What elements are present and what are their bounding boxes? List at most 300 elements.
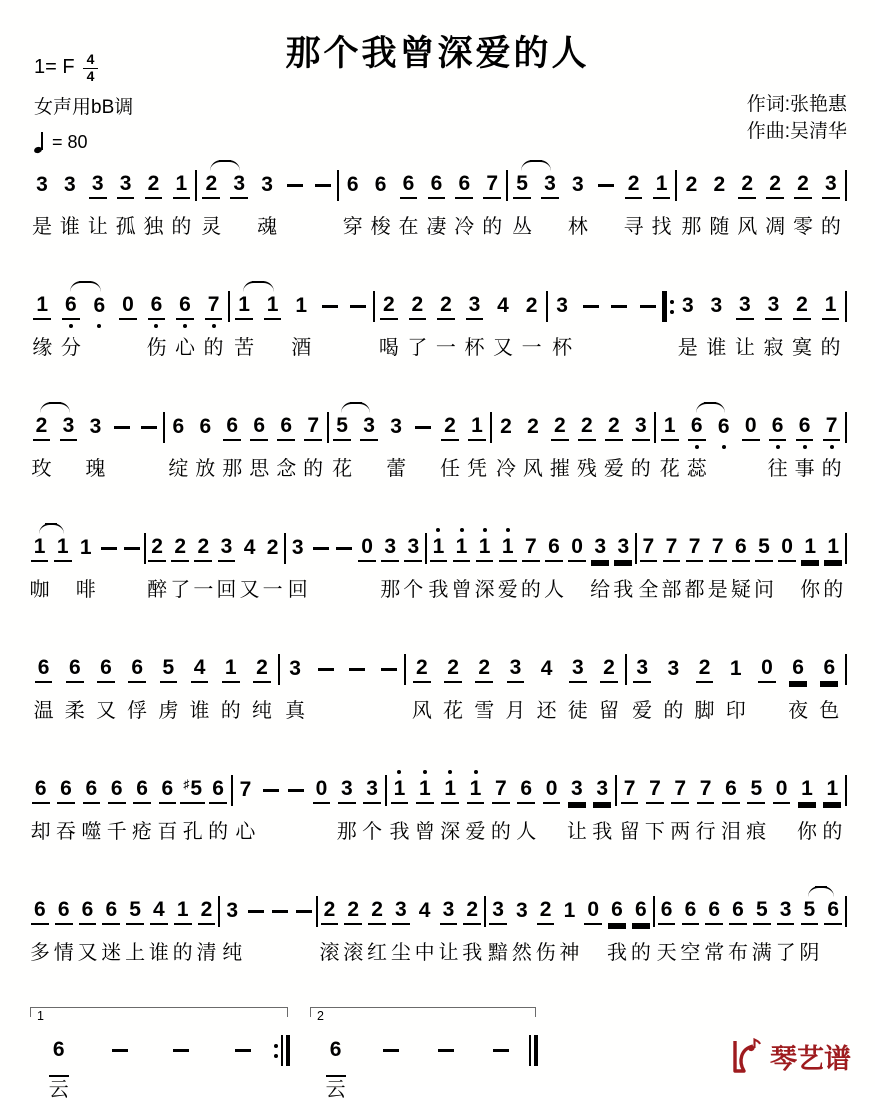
note-number: 1 [499,535,517,562]
lyric: 林 [567,216,588,238]
note-cell [789,160,817,240]
lyric: 我 [428,579,449,601]
note-number: 5 [753,898,771,925]
note-cell [683,523,706,603]
note-number: 5 [126,898,144,925]
note-number: 4 [243,535,256,559]
note-cell [146,523,169,603]
lyric: 百 [157,821,178,843]
note-cell [759,281,788,361]
duration-dash [493,1049,509,1052]
note-cell [387,765,412,845]
note-cell [668,765,693,845]
octave-dot-below [183,324,187,328]
note-number: 6 [400,172,418,199]
note-number: 3 [765,293,783,320]
note-number: 1 [295,293,308,317]
lyric: 然 [511,942,532,964]
note-number: 2 [444,656,462,683]
note-cell [478,160,506,240]
note-number: 6 [159,777,177,804]
lyric: 我 [592,821,613,843]
note-cell [28,1025,89,1105]
note-cell [363,1025,418,1105]
octave-dot-below [212,324,216,328]
note-cell [492,402,519,482]
note-number: 0 [543,777,561,804]
lyric: 丛 [512,216,533,238]
octave-dot-below [803,445,807,449]
note-number: 5 [513,172,531,199]
note-cell [427,523,450,603]
note-cell [261,523,284,603]
score-line [308,1025,538,1105]
note-number: 3 [710,293,723,317]
note-cell [581,886,605,966]
note-cell [769,765,794,845]
barline-single [845,896,847,927]
note-cell [627,402,654,482]
lyric: 月 [505,700,526,722]
barline-single [845,412,847,443]
lyric: 思 [249,458,270,480]
note-number: 6 [374,172,387,196]
note-cell [233,765,258,845]
note-cell [422,160,450,240]
note-number: 6 [820,656,838,683]
note-cell [776,523,799,603]
octave-dot-above [423,770,427,774]
lyric: 俘 [127,700,148,722]
note-cell [109,402,136,482]
slur-arc [815,886,834,897]
note-number: 7 [646,777,664,804]
note-number: 6 [79,898,97,925]
score-line [28,160,847,240]
note-cell [28,523,51,603]
slur-arc [252,281,273,292]
note-cell [693,765,718,845]
note-number: 7 [205,293,223,320]
note-number: 6 [705,898,723,925]
note-cell [576,281,605,361]
note-cell [153,644,184,724]
note-cell [197,160,225,240]
note-number: 1 [222,656,240,683]
note-cell [273,402,300,482]
lyric: 残 [576,458,597,480]
note-cell [192,402,219,482]
note-number: ♯5 [180,777,205,804]
lyric: 一 [521,337,542,359]
note-cell [744,765,769,845]
note-cell [660,523,683,603]
lyric: 却 [30,821,51,843]
lyric: 多 [29,942,50,964]
note-cell [406,644,437,724]
note-cell [344,281,373,361]
duration-dash [318,668,334,671]
lyric: 啡 [75,579,96,601]
note-number: 2 [605,414,623,441]
note-number: 2 [625,172,643,199]
lyric: 我 [389,821,410,843]
duration-dash [313,547,329,550]
lyric: 灵 [201,216,222,238]
note-number: 3 [289,656,301,680]
note-number: 2 [475,656,493,683]
note-cell [816,281,845,361]
note-cell [437,644,468,724]
note-cell [383,402,410,482]
note-cell [97,523,120,603]
note-cell [147,886,171,966]
score-line [28,886,847,966]
note-cell [437,402,464,482]
note-number: 6 [789,656,807,683]
note-number: 3 [541,172,559,199]
note-cell [205,765,230,845]
lyric: 花 [443,700,464,722]
score-line [28,523,847,603]
duration-dash [598,184,614,187]
note-cell [689,644,720,724]
octave-dot-below [776,445,780,449]
note-number: 6 [176,293,194,320]
lyric: 柔 [64,700,85,722]
note-cell [486,886,510,966]
note-number: 2 [148,535,166,562]
note-number: 0 [119,293,137,320]
note-number: 6 [223,414,241,441]
note-cell [566,523,589,603]
note-cell [28,402,55,482]
lyric: 滚 [343,942,364,964]
note-cell [315,281,344,361]
note-cell [280,644,311,724]
note-cell [764,402,791,482]
volta-number: 1 [37,1009,44,1023]
lyric: 行 [695,821,716,843]
tempo-value: = 80 [52,132,88,153]
lyric: 爱 [603,458,624,480]
octave-dot-below [830,445,834,449]
note-cell [562,644,593,724]
duration-dash [114,426,130,429]
lyric: 留 [619,821,640,843]
note-cell [450,523,473,603]
note-cell [375,281,404,361]
lyric: 杯 [464,337,485,359]
lyric: 那 [380,579,401,601]
note-cell [253,160,281,240]
lyric: 随 [709,216,730,238]
duration-dash [315,184,331,187]
lyric: 风 [737,216,758,238]
note-cell [212,1025,273,1105]
note-number: 0 [778,535,796,562]
note-cell [308,1025,363,1105]
lyric: 伤 [146,337,167,359]
note-cell [821,886,845,966]
note-number: 5 [747,777,765,804]
lyric: 苦 [234,337,255,359]
note-number: 3 [291,535,304,559]
duration-dash [383,1049,399,1052]
note-number: 6 [97,656,115,683]
note-number: 6 [93,293,106,317]
volta-number: 2 [317,1009,324,1023]
lyric: 真 [285,700,306,722]
lyric: 瑰 [85,458,106,480]
note-cell [142,281,171,361]
note-cell [642,765,667,845]
note-number: 7 [686,535,704,562]
note-number: 6 [517,777,535,804]
note-number: 2 [368,898,386,925]
note-number: 6 [732,535,750,562]
lyric: 问 [753,579,774,601]
lyric: 孤 [115,216,136,238]
note-cell [539,765,564,845]
note-cell [720,644,751,724]
note-number: 3 [404,535,422,562]
note-cell [74,523,97,603]
lyric: 噬 [81,821,102,843]
lyric: 又 [239,579,260,601]
lyric: 爱 [465,821,486,843]
note-number: 2 [463,898,481,925]
note-number: 6 [52,1037,65,1061]
note-cell [798,886,822,966]
duration-dash [272,910,288,913]
lyric: 千 [106,821,127,843]
note-cell [230,281,259,361]
lyric: 绽 [168,458,189,480]
lyric: 满 [751,942,772,964]
lyric: 那 [681,216,702,238]
lyric: 独 [143,216,164,238]
endings-row [28,1007,847,1105]
lyric: 蕊 [686,458,707,480]
lyric: 咖 [29,579,50,601]
duration-dash [112,1049,128,1052]
lyric: 酒 [291,337,312,359]
note-cell [89,1025,150,1105]
note-number: 2 [380,293,398,320]
note-cell [199,281,228,361]
lyric: 又 [77,942,98,964]
note-number: 6 [329,1037,342,1061]
note-number: 1 [441,777,459,804]
note-number: 3 [489,898,507,925]
note-cell [140,160,168,240]
lyric: 疑 [730,579,751,601]
note-number: 2 [145,172,163,199]
note-number: 0 [584,898,602,925]
song-title: 那个我曾深爱的人 [285,34,590,73]
lyric: 孔 [182,821,203,843]
lyric: 深 [440,821,461,843]
lyric: 纯 [251,700,272,722]
lyric: 我 [613,579,634,601]
note-number: 3 [466,293,484,320]
note-number: 2 [266,535,279,559]
note-cell [410,402,437,482]
note-number: 0 [742,414,760,441]
lyric: 又 [95,700,116,722]
score [28,160,847,1105]
note-cell [612,523,635,603]
note-cell [286,523,309,603]
note-number: 5 [160,656,178,683]
lyric: 吞 [56,821,77,843]
note-number: 6 [688,414,706,441]
note-cell [215,523,238,603]
note-number: 0 [568,535,586,562]
octave-dot-below [154,324,158,328]
lyric: 玫 [31,458,52,480]
note-number: 1 [235,293,253,320]
lyric: 迷 [101,942,122,964]
lyric: 让 [87,216,108,238]
note-cell [761,160,789,240]
note-number: 1 [430,535,448,562]
lyric: 缘 [32,337,53,359]
note-cell [620,160,648,240]
note-cell [219,402,246,482]
lyric: 云 [49,1075,69,1105]
lyric: 夜 [788,700,809,722]
slur-arc [530,160,551,171]
note-cell [403,281,432,361]
octave-dot-below [722,445,726,449]
note-cell [531,644,562,724]
lyric: 寞 [791,337,812,359]
note-number: 3 [218,535,236,562]
note-number: 7 [483,172,501,199]
score-line [28,765,847,845]
lyric: 黯 [488,942,509,964]
note-cell [192,523,215,603]
note-number: 2 [413,656,431,683]
note-number: 3 [632,414,650,441]
barline-single [845,291,847,322]
lyric: 的 [203,337,224,359]
lyric: 深 [474,579,495,601]
note-number: 3 [117,172,135,199]
note-number: 3 [363,777,381,804]
lyric: 分 [60,337,81,359]
note-number: 3 [230,172,248,199]
note-cell [683,402,710,482]
note-number: 6 [57,777,75,804]
lyric: 醉 [147,579,168,601]
duration-dash [248,910,264,913]
note-number: 2 [794,172,812,199]
lyric: 是 [31,216,52,238]
note-number: 1 [801,535,819,562]
note-cell [438,765,463,845]
note-cell [104,765,129,845]
lyric: 泪 [720,821,741,843]
tempo-marking [34,131,133,153]
note-cell [151,1025,212,1105]
lyric: 蕾 [386,458,407,480]
key-signature-block [34,52,133,153]
note-cell [334,765,359,845]
sharp-icon: ♯ [183,776,190,791]
note-cell [356,402,383,482]
note-cell [171,886,195,966]
note-cell [731,281,760,361]
note-cell [412,765,437,845]
note-number: 6 [346,172,359,196]
lyric: 的 [220,700,241,722]
lyric: 找 [651,216,672,238]
note-number: 7 [823,414,841,441]
lyric: 杯 [552,337,573,359]
lyric: 了 [170,579,191,601]
note-number: 2 [202,172,220,199]
octave-dot-above [483,528,487,532]
note-number: 3 [822,172,840,199]
note-number: 1 [33,293,51,320]
lyric: 脚 [694,700,715,722]
note-number: 3 [63,172,76,196]
note-number: 1 [467,777,485,804]
note-number: 6 [632,898,650,925]
note-number: 2 [344,898,362,925]
note-number: 2 [685,172,698,196]
note-cell [546,402,573,482]
barline-single [845,775,847,806]
lyric: 凋 [765,216,786,238]
note-cell [184,644,215,724]
lyric: 的 [208,821,229,843]
lyric: 我 [607,942,628,964]
note-cell [238,523,261,603]
note-number: 2 [171,535,189,562]
time-signature-denominator: 4 [86,67,95,84]
note-number: 2 [33,414,51,441]
note-cell [99,886,123,966]
lyric: 了 [775,942,796,964]
lyric: 的 [303,458,324,480]
lyric: 人 [516,821,537,843]
note-cell [729,523,752,603]
lyric: 任 [440,458,461,480]
note-number: 3 [226,898,239,922]
note-cell [702,281,731,361]
lyric: 冷 [495,458,516,480]
note-number: 7 [621,777,639,804]
lyric: 下 [644,821,665,843]
note-cell [165,402,192,482]
lyric: 上 [125,942,146,964]
note-cell [605,886,629,966]
lyric: 寻 [623,216,644,238]
note-cell [573,402,600,482]
note-number: 6 [35,656,53,683]
note-cell [629,886,653,966]
lyric: 的 [630,458,651,480]
note-number: 3 [633,656,651,683]
note-cell [28,886,52,966]
slur-arc [704,402,725,413]
lyric: 还 [536,700,557,722]
note-number: 6 [133,777,151,804]
